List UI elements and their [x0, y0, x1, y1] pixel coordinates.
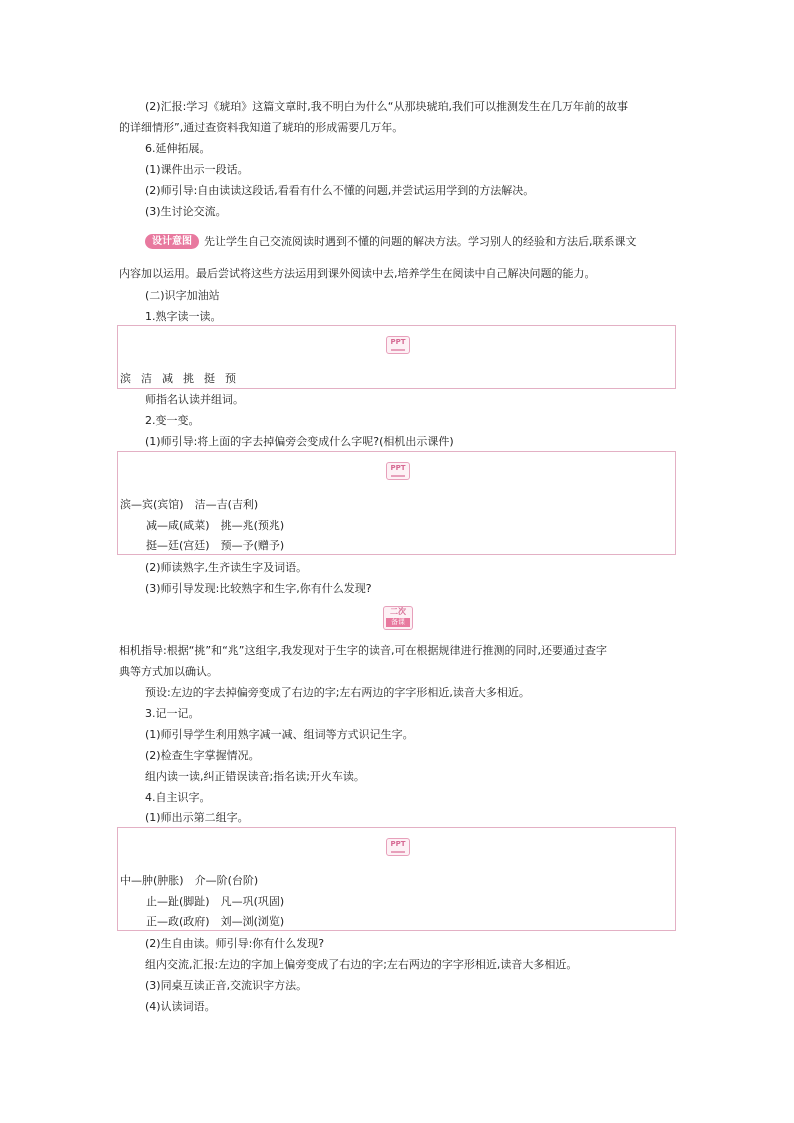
design-intent-text: 内容加以运用。最后尝试将这些方法运用到课外阅读中去,培养学生在阅读中自己解决问题的能力。 — [119, 267, 596, 280]
character: 滨 — [120, 372, 131, 385]
paragraph-line: (3)师引导发现:比较熟字和生字,你有什么发现? — [145, 582, 372, 595]
character-row: 挺—廷(宫廷) 预—予(赠予) — [146, 539, 285, 552]
second-prep-icon: 二次 备课 — [383, 606, 413, 630]
character-row: 滨—宾(宾馆) 洁—吉(吉利) — [120, 498, 259, 511]
step-heading: 6.延伸拓展。 — [145, 142, 211, 155]
character-row: 止—趾(脚趾) 凡—巩(巩固) — [146, 895, 285, 908]
step-heading: 4.自主识字。 — [145, 791, 211, 804]
paragraph-line: (3)生讨论交流。 — [145, 205, 227, 218]
character: 洁 — [141, 372, 152, 385]
paragraph-line: 典等方式加以确认。 — [119, 665, 218, 678]
paragraph-line: (1)课件出示一段话。 — [145, 163, 249, 176]
ppt-icon: PPT — [386, 462, 410, 480]
paragraph-line: 相机指导:根据“挑”和“兆”这组字,我发现对于生字的读音,可在根据规律进行推测的同时,还要通过查字 — [119, 644, 607, 657]
character: 挺 — [204, 372, 215, 385]
section-heading: (二)识字加油站 — [145, 289, 220, 302]
paragraph-line: (2)生自由读。师引导:你有什么发现? — [145, 937, 325, 950]
character-list — [120, 372, 246, 386]
paragraph-line: (2)汇报:学习《琥珀》这篇文章时,我不明白为什么“从那块琥珀,我们可以推测发生在几万年前的故事 — [145, 100, 628, 113]
paragraph-line: 组内交流,汇报:左边的字加上偏旁变成了右边的字;左右两边的字字形相近,读音大多相近。 — [145, 958, 578, 971]
paragraph-line: (1)师引导:将上面的字去掉偏旁会变成什么字呢?(相机出示课件) — [145, 435, 454, 448]
ppt-box — [117, 325, 676, 389]
paragraph-line: (4)认读词语。 — [145, 1000, 216, 1013]
paragraph-line: 预设:左边的字去掉偏旁变成了右边的字;左右两边的字字形相近,读音大多相近。 — [145, 686, 530, 699]
paragraph-line: (3)同桌互读正音,交流识字方法。 — [145, 979, 308, 992]
paragraph-line: (1)师出示第二组字。 — [145, 811, 249, 824]
paragraph-line: 的详细情形”,通过查资料我知道了琥珀的形成需要几万年。 — [119, 121, 404, 134]
character: 减 — [162, 372, 173, 385]
character-row: 中—肿(肿胀) 介—阶(台阶) — [120, 874, 259, 887]
character-row: 减—咸(咸菜) 挑—兆(预兆) — [146, 519, 285, 532]
character: 挑 — [183, 372, 194, 385]
character-row: 正—政(政府) 刘—浏(浏览) — [146, 915, 285, 928]
paragraph-line: 组内读一读,纠正错误读音;指名读;开火车读。 — [145, 770, 365, 783]
paragraph-line: (2)师引导:自由读读这段话,看看有什么不懂的问题,并尝试运用学到的方法解决。 — [145, 184, 535, 197]
design-intent-text: 先让学生自己交流阅读时遇到不懂的问题的解决方法。学习别人的经验和方法后,联系课文 — [204, 235, 637, 248]
paragraph-line: (2)检查生字掌握情况。 — [145, 749, 260, 762]
ppt-icon: PPT — [386, 838, 410, 856]
paragraph-line: (1)师引导学生利用熟字减一减、组词等方式识记生字。 — [145, 728, 414, 741]
ppt-box — [117, 827, 676, 931]
paragraph-line: 师指名认读并组词。 — [145, 393, 244, 406]
step-heading: 1.熟字读一读。 — [145, 310, 222, 323]
character: 预 — [225, 372, 236, 385]
paragraph-line: (2)师读熟字,生齐读生字及词语。 — [145, 561, 308, 574]
ppt-box — [117, 451, 676, 555]
step-heading: 3.记一记。 — [145, 707, 200, 720]
step-heading: 2.变一变。 — [145, 414, 200, 427]
ppt-icon: PPT — [386, 336, 410, 354]
design-intent-badge: 设计意图 — [145, 234, 199, 249]
